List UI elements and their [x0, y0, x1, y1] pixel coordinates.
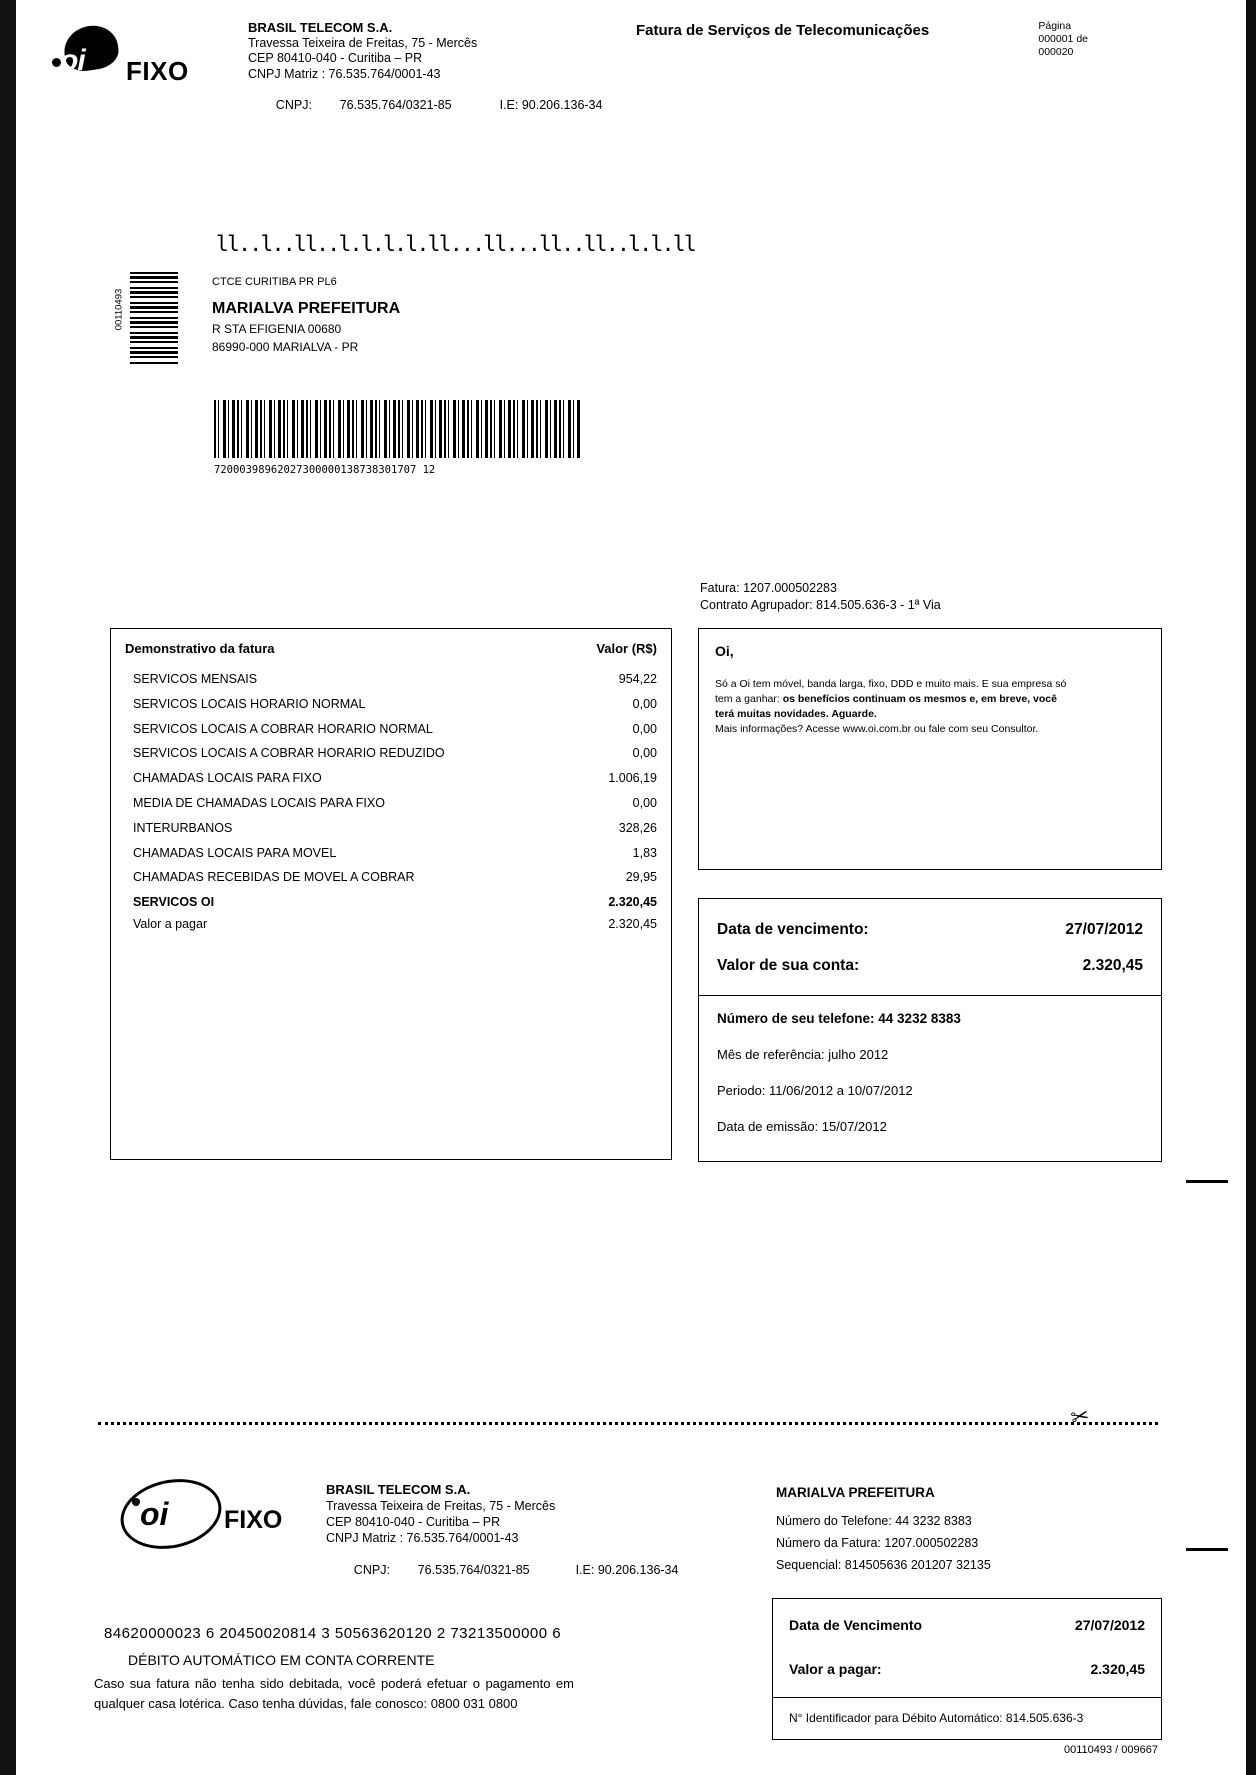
payment-divider [699, 995, 1161, 996]
company-ie: I.E: 90.206.136-34 [499, 97, 603, 112]
company-name: BRASIL TELECOM S.A. [248, 20, 393, 35]
message-line-2a: tem a ganhar: [715, 693, 783, 705]
alignment-tick-bottom [1186, 1548, 1228, 1551]
page-number-total: 000020 [1038, 46, 1074, 58]
table-row [125, 692, 657, 717]
payment-digit-line: 84620000023 6 20450020814 3 50563620120 2 73213500000 6 [104, 1625, 562, 1642]
stub-payment-box [772, 1598, 1162, 1740]
scissors-icon: ✂ [1068, 1402, 1092, 1431]
cut-line [98, 1422, 1158, 1425]
message-body [715, 677, 1145, 737]
stub-divider [773, 1697, 1161, 1698]
row-value: 0,00 [632, 696, 657, 711]
customer-name-stub: MARIALVA PREFEITURA [776, 1485, 935, 1500]
company-cnpj-stub-row [326, 1546, 678, 1594]
row-label: MEDIA DE CHAMADAS LOCAIS PARA FIXO [133, 795, 385, 810]
message-line-2 [715, 692, 1145, 707]
contract-number: Contrato Agrupador: 814.505.636-3 - 1ª Via [700, 598, 941, 612]
page-number-label: Página [1038, 20, 1072, 32]
alignment-tick-top [1186, 1180, 1228, 1183]
page-number [1038, 20, 1088, 59]
stub-amount-row [789, 1661, 1145, 1677]
row-value: 29,95 [625, 870, 657, 885]
invoice-barcode-digits: 72000398962027300000138738301707 12 [214, 464, 436, 476]
row-value: 328,26 [618, 820, 657, 835]
message-line-3: terá muitas novidades. Aguarde. [715, 708, 877, 720]
scan-edge-left [0, 0, 16, 1775]
message-line-1: Só a Oi tem móvel, banda larga, fixo, DDD e muito mais. E sua empresa só [715, 678, 1067, 690]
billing-period: Periodo: 11/06/2012 a 10/07/2012 [717, 1083, 913, 1098]
table-row [125, 667, 657, 692]
footer-code: 00110493 / 009667 [1064, 1744, 1158, 1756]
oi-ellipse-icon [114, 1470, 228, 1558]
table-row [125, 741, 657, 766]
vertical-barcode [113, 272, 178, 364]
due-date-row [717, 921, 1143, 939]
customer-sequence-stub: Sequencial: 814505636 201207 32135 [776, 1558, 991, 1572]
stub-due-date-value: 27/07/2012 [1074, 1617, 1145, 1633]
amount-label: Valor de sua conta: [717, 957, 860, 974]
table-row [125, 865, 657, 890]
company-cnpj-value: CNPJ: 76.535.764/0321-85 [275, 97, 452, 112]
scan-edge-right [1246, 0, 1256, 1775]
oi-dot-icon-stub [132, 1498, 140, 1506]
company-info-stub [326, 1482, 678, 1594]
table-row [125, 890, 657, 915]
issue-date: Data de emissão: 15/07/2012 [717, 1119, 887, 1134]
row-label: CHAMADAS RECEBIDAS DE MOVEL A COBRAR [133, 870, 415, 885]
invoice-number: Fatura: 1207.000502283 [700, 581, 837, 595]
page-number-current: 000001 de [1038, 33, 1088, 45]
invoice-barcode [214, 400, 582, 458]
summary-total-value: 2.320,45 [608, 917, 657, 931]
customer-info-stub [776, 1482, 991, 1576]
marketing-message-box [698, 628, 1162, 870]
row-value: 1,83 [632, 845, 657, 860]
company-info [248, 20, 602, 129]
row-label: SERVICOS LOCAIS A COBRAR HORARIO NORMAL [133, 721, 433, 736]
company-address: Travessa Teixeira de Freitas, 75 - Mercês [248, 35, 478, 50]
company-name-stub: BRASIL TELECOM S.A. [326, 1482, 471, 1497]
table-row [125, 816, 657, 841]
oi-logo-sub: FIXO [126, 56, 189, 86]
summary-total-label: Valor a pagar [133, 917, 208, 931]
row-label: INTERURBANOS [133, 820, 233, 835]
summary-header-value: Valor (R$) [596, 641, 657, 656]
amount-value: 2.320,45 [1082, 957, 1143, 974]
stub-due-date-row [789, 1617, 1145, 1633]
message-line-2b: os benefícios continuam os mesmos e, em breve, você [782, 693, 1057, 705]
row-value: 2.320,45 [608, 895, 657, 910]
company-cnpj-matriz: CNPJ Matriz : 76.535.764/0001-43 [248, 66, 441, 81]
row-value: 1.006,19 [608, 771, 657, 786]
reference-month: Mês de referência: julho 2012 [717, 1047, 889, 1062]
recipient-address-line2: 86990-000 MARIALVA - PR [212, 340, 359, 354]
oi-logo [46, 18, 189, 88]
row-label: SERVICOS OI [133, 895, 215, 910]
invoice-references [700, 580, 941, 614]
company-cep-stub: CEP 80410-040 - Curitiba – PR [326, 1515, 501, 1529]
row-label: SERVICOS LOCAIS A COBRAR HORARIO REDUZIDO [133, 746, 445, 761]
row-value: 0,00 [632, 746, 657, 761]
phone-number: Número de seu telefone: 44 3232 8383 [717, 1011, 961, 1026]
company-cep: CEP 80410-040 - Curitiba – PR [248, 51, 423, 65]
recipient-name: MARIALVA PREFEITURA [212, 300, 401, 317]
stub-due-date-label: Data de Vencimento [789, 1617, 923, 1633]
customer-phone-stub: Número do Telefone: 44 3232 8383 [776, 1514, 972, 1528]
postal-dot-code: ll..l..ll..l.l.l.l.ll...ll...ll..ll..l.l.ll [216, 232, 696, 256]
summary-header [125, 641, 657, 656]
amount-row [717, 957, 1143, 975]
message-line-4: Mais informações? Acesse www.oi.com.br ou fale com seu Consultor. [715, 723, 1039, 735]
mail-route: CTCE CURITIBA PR PL6 [212, 276, 337, 288]
stub-amount-label: Valor a pagar: [789, 1661, 882, 1677]
summary-total-row [133, 917, 657, 931]
row-value: 954,22 [618, 672, 657, 686]
payment-details-box [698, 898, 1162, 1162]
debit-identifier: N° Identificador para Débito Automático: 814.505.636-3 [789, 1711, 1084, 1725]
invoice-summary-table [110, 628, 672, 1160]
oi-logo-text: oi [60, 44, 85, 77]
debit-title: DÉBITO AUTOMÁTICO EM CONTA CORRENTE [128, 1652, 435, 1668]
company-address-stub: Travessa Teixeira de Freitas, 75 - Mercês [326, 1499, 556, 1513]
customer-invoice-stub: Número da Fatura: 1207.000502283 [776, 1536, 979, 1550]
company-cnpj-matriz-stub: CNPJ Matriz : 76.535.764/0001-43 [326, 1531, 519, 1545]
message-greeting: Oi, [715, 643, 734, 659]
row-value: 0,00 [632, 721, 657, 736]
invoice-sheet [16, 0, 1246, 1775]
summary-header-label: Demonstrativo da fatura [125, 641, 275, 656]
row-label: CHAMADAS LOCAIS PARA FIXO [133, 771, 322, 786]
oi-logo-stub [112, 1478, 282, 1548]
oi-logo-stub-sub: FIXO [224, 1506, 283, 1534]
vertical-barcode-label: 00110493 [113, 288, 125, 331]
oi-logo-stub-text: oi [140, 1496, 169, 1532]
due-date-label: Data de vencimento: [717, 921, 869, 938]
table-row [125, 717, 657, 742]
row-value: 0,00 [632, 795, 657, 810]
table-row [125, 841, 657, 866]
table-row [125, 766, 657, 791]
recipient-address-line1: R STA EFIGENIA 00680 [212, 322, 342, 336]
vertical-barcode-bars [130, 272, 178, 364]
stub-amount-value: 2.320,45 [1090, 1661, 1145, 1677]
company-ie-stub: I.E: 90.206.136-34 [575, 1563, 679, 1577]
row-label: SERVICOS LOCAIS HORARIO NORMAL [133, 696, 366, 711]
summary-rows [125, 667, 657, 915]
document-title: Fatura de Serviços de Telecomunicações [636, 22, 930, 39]
company-cnpj-stub: CNPJ: 76.535.764/0321-85 [353, 1563, 530, 1577]
table-row [125, 791, 657, 816]
debit-instructions: Caso sua fatura não tenha sido debitada, você poderá efetuar o pagamento em qualquer casa lotérica. Caso tenha dúvidas, fale conosco: 0800 031 0800 [94, 1676, 574, 1711]
row-label: SERVICOS MENSAIS [133, 672, 258, 686]
row-label: CHAMADAS LOCAIS PARA MOVEL [133, 845, 337, 860]
due-date-value: 27/07/2012 [1065, 921, 1143, 938]
company-cnpj [248, 82, 602, 129]
